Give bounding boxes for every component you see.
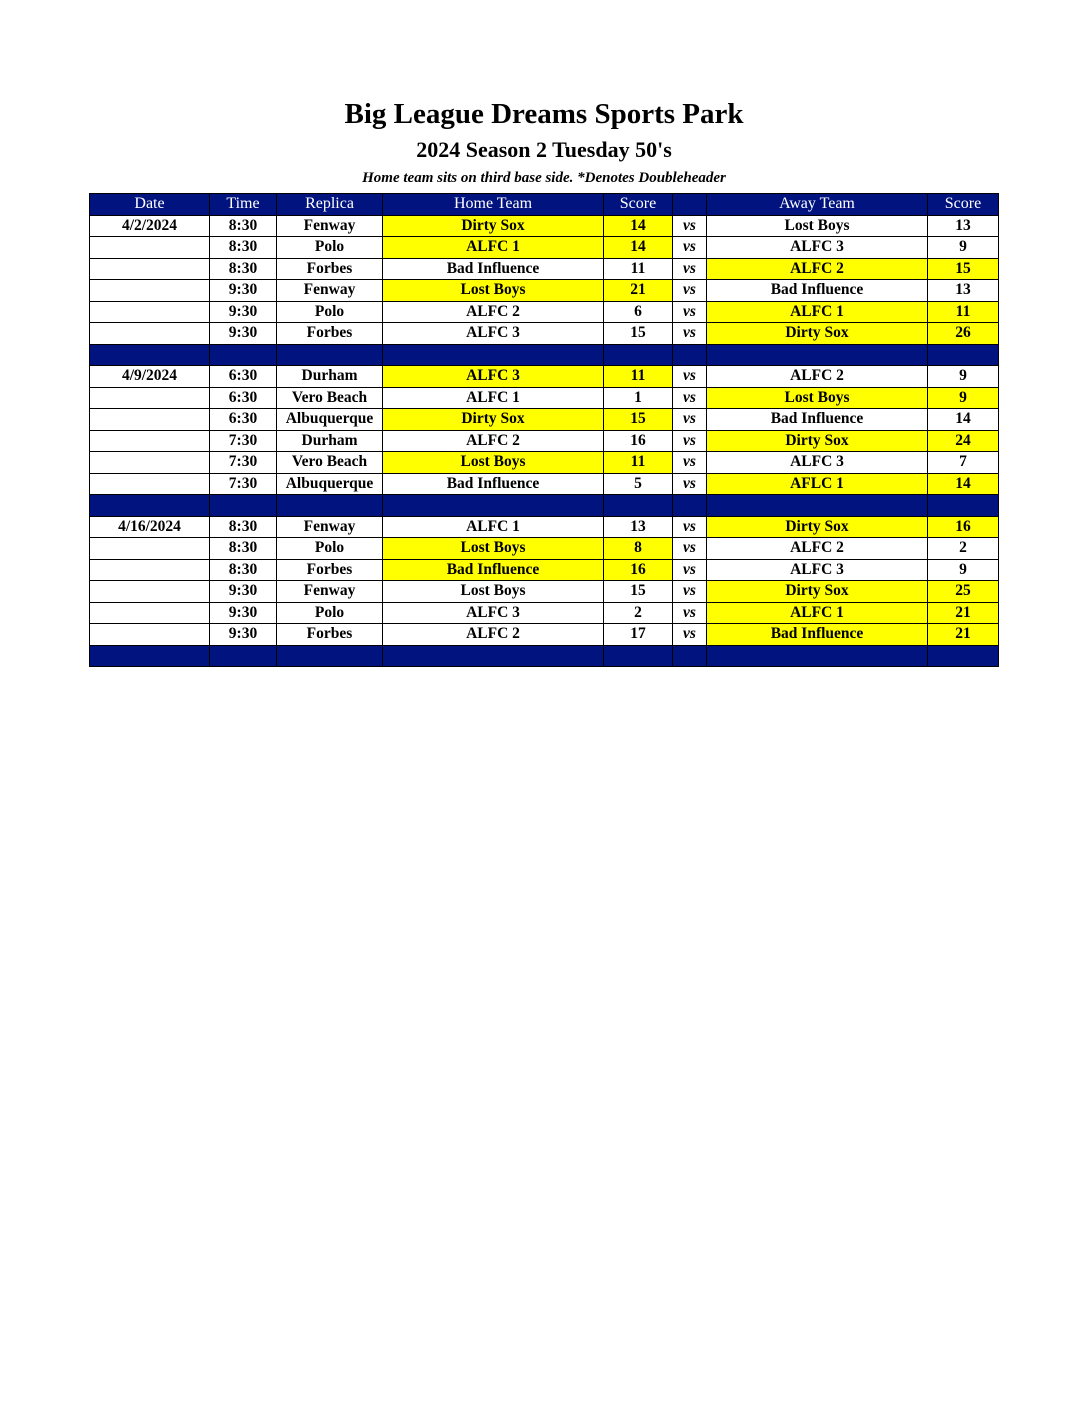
vs-cell: vs	[673, 366, 707, 388]
away-team-cell: ALFC 1	[707, 602, 928, 624]
away-team-cell: ALFC 3	[707, 559, 928, 581]
date-cell	[90, 280, 210, 302]
separator-cell	[383, 645, 604, 667]
time-cell: 8:30	[210, 215, 277, 237]
time-cell: 9:30	[210, 602, 277, 624]
away-team-cell: Dirty Sox	[707, 516, 928, 538]
home-score-cell: 5	[604, 473, 673, 495]
vs-cell: vs	[673, 258, 707, 280]
col-header-replica: Replica	[277, 194, 383, 216]
vs-cell: vs	[673, 473, 707, 495]
page-note: Home team sits on third base side. *Denotes Doubleheader	[362, 170, 726, 186]
separator-cell	[210, 645, 277, 667]
away-team-cell: Bad Influence	[707, 280, 928, 302]
table-row	[90, 581, 999, 603]
date-cell	[90, 538, 210, 560]
separator-cell	[928, 344, 999, 366]
home-score-cell: 11	[604, 258, 673, 280]
home-team-cell: ALFC 2	[383, 301, 604, 323]
date-cell	[90, 559, 210, 581]
table-row	[90, 387, 999, 409]
home-score-cell: 16	[604, 559, 673, 581]
date-cell	[90, 452, 210, 474]
date-cell	[90, 430, 210, 452]
table-row	[90, 301, 999, 323]
separator-cell	[90, 495, 210, 517]
replica-cell: Polo	[277, 602, 383, 624]
vs-cell: vs	[673, 215, 707, 237]
date-cell	[90, 237, 210, 259]
away-score-cell: 14	[928, 473, 999, 495]
vs-cell: vs	[673, 559, 707, 581]
away-score-cell: 13	[928, 215, 999, 237]
vs-cell: vs	[673, 301, 707, 323]
time-cell: 9:30	[210, 624, 277, 646]
replica-cell: Vero Beach	[277, 452, 383, 474]
table-row	[90, 624, 999, 646]
away-score-cell: 26	[928, 323, 999, 345]
away-score-cell: 25	[928, 581, 999, 603]
header-row	[90, 194, 999, 216]
vs-cell: vs	[673, 624, 707, 646]
home-score-cell: 1	[604, 387, 673, 409]
replica-cell: Fenway	[277, 215, 383, 237]
date-cell	[90, 602, 210, 624]
away-team-cell: Dirty Sox	[707, 323, 928, 345]
away-score-cell: 11	[928, 301, 999, 323]
week-separator-row	[90, 645, 999, 667]
away-team-cell: ALFC 3	[707, 452, 928, 474]
away-score-cell: 14	[928, 409, 999, 431]
away-score-cell: 7	[928, 452, 999, 474]
home-team-cell: ALFC 1	[383, 237, 604, 259]
home-team-cell: ALFC 3	[383, 323, 604, 345]
home-team-cell: ALFC 2	[383, 430, 604, 452]
separator-cell	[277, 495, 383, 517]
separator-cell	[210, 495, 277, 517]
time-cell: 7:30	[210, 430, 277, 452]
col-header-home-team: Home Team	[383, 194, 604, 216]
home-score-cell: 2	[604, 602, 673, 624]
home-team-cell: ALFC 1	[383, 387, 604, 409]
time-cell: 8:30	[210, 237, 277, 259]
vs-cell: vs	[673, 323, 707, 345]
time-cell: 8:30	[210, 516, 277, 538]
date-cell	[90, 387, 210, 409]
date-cell	[90, 473, 210, 495]
home-score-cell: 8	[604, 538, 673, 560]
away-team-cell: Lost Boys	[707, 387, 928, 409]
week-separator-row	[90, 344, 999, 366]
time-cell: 9:30	[210, 301, 277, 323]
home-team-cell: ALFC 1	[383, 516, 604, 538]
home-score-cell: 17	[604, 624, 673, 646]
table-row	[90, 602, 999, 624]
home-team-cell: ALFC 3	[383, 602, 604, 624]
week-separator-row	[90, 495, 999, 517]
away-score-cell: 21	[928, 624, 999, 646]
vs-cell: vs	[673, 452, 707, 474]
separator-cell	[383, 344, 604, 366]
separator-cell	[673, 344, 707, 366]
home-score-cell: 16	[604, 430, 673, 452]
table-row	[90, 237, 999, 259]
col-header-away-team: Away Team	[707, 194, 928, 216]
away-score-cell: 16	[928, 516, 999, 538]
home-team-cell: Lost Boys	[383, 581, 604, 603]
replica-cell: Forbes	[277, 323, 383, 345]
home-score-cell: 6	[604, 301, 673, 323]
home-team-cell: Lost Boys	[383, 280, 604, 302]
separator-cell	[673, 645, 707, 667]
separator-cell	[707, 645, 928, 667]
away-team-cell: ALFC 2	[707, 366, 928, 388]
home-team-cell: Dirty Sox	[383, 215, 604, 237]
vs-cell: vs	[673, 516, 707, 538]
page-title: Big League Dreams Sports Park	[344, 98, 744, 130]
replica-cell: Forbes	[277, 258, 383, 280]
home-score-cell: 15	[604, 581, 673, 603]
date-cell	[90, 624, 210, 646]
away-score-cell: 24	[928, 430, 999, 452]
replica-cell: Polo	[277, 237, 383, 259]
separator-cell	[210, 344, 277, 366]
away-score-cell: 21	[928, 602, 999, 624]
time-cell: 9:30	[210, 323, 277, 345]
col-header-away-score: Score	[928, 194, 999, 216]
away-score-cell: 9	[928, 366, 999, 388]
vs-cell: vs	[673, 409, 707, 431]
time-cell: 6:30	[210, 387, 277, 409]
home-score-cell: 15	[604, 323, 673, 345]
replica-cell: Fenway	[277, 516, 383, 538]
home-score-cell: 21	[604, 280, 673, 302]
home-score-cell: 15	[604, 409, 673, 431]
vs-cell: vs	[673, 280, 707, 302]
vs-cell: vs	[673, 602, 707, 624]
time-cell: 7:30	[210, 452, 277, 474]
separator-cell	[90, 344, 210, 366]
replica-cell: Albuquerque	[277, 473, 383, 495]
date-cell	[90, 258, 210, 280]
separator-cell	[277, 645, 383, 667]
vs-cell: vs	[673, 538, 707, 560]
date-cell: 4/16/2024	[90, 516, 210, 538]
away-score-cell: 9	[928, 237, 999, 259]
col-header-time: Time	[210, 194, 277, 216]
away-team-cell: AFLC 1	[707, 473, 928, 495]
replica-cell: Forbes	[277, 624, 383, 646]
away-score-cell: 9	[928, 387, 999, 409]
time-cell: 8:30	[210, 538, 277, 560]
separator-cell	[928, 495, 999, 517]
replica-cell: Durham	[277, 366, 383, 388]
home-score-cell: 13	[604, 516, 673, 538]
date-cell	[90, 409, 210, 431]
away-score-cell: 2	[928, 538, 999, 560]
vs-cell: vs	[673, 581, 707, 603]
home-team-cell: Bad Influence	[383, 473, 604, 495]
home-score-cell: 11	[604, 366, 673, 388]
home-team-cell: ALFC 2	[383, 624, 604, 646]
home-score-cell: 11	[604, 452, 673, 474]
away-score-cell: 15	[928, 258, 999, 280]
col-header-vs	[673, 194, 707, 216]
home-team-cell: ALFC 3	[383, 366, 604, 388]
col-header-home-score: Score	[604, 194, 673, 216]
away-team-cell: ALFC 2	[707, 258, 928, 280]
table-row	[90, 559, 999, 581]
away-team-cell: Bad Influence	[707, 624, 928, 646]
replica-cell: Forbes	[277, 559, 383, 581]
time-cell: 7:30	[210, 473, 277, 495]
home-team-cell: Lost Boys	[383, 538, 604, 560]
col-header-date: Date	[90, 194, 210, 216]
home-team-cell: Lost Boys	[383, 452, 604, 474]
vs-cell: vs	[673, 237, 707, 259]
separator-cell	[673, 495, 707, 517]
home-score-cell: 14	[604, 237, 673, 259]
date-cell	[90, 581, 210, 603]
table-row	[90, 366, 999, 388]
table-row	[90, 409, 999, 431]
home-team-cell: Dirty Sox	[383, 409, 604, 431]
separator-cell	[277, 344, 383, 366]
table-row	[90, 280, 999, 302]
away-team-cell: Dirty Sox	[707, 430, 928, 452]
replica-cell: Durham	[277, 430, 383, 452]
table-row	[90, 323, 999, 345]
date-cell: 4/9/2024	[90, 366, 210, 388]
time-cell: 6:30	[210, 366, 277, 388]
table-row	[90, 538, 999, 560]
replica-cell: Vero Beach	[277, 387, 383, 409]
separator-cell	[604, 495, 673, 517]
away-team-cell: Bad Influence	[707, 409, 928, 431]
page-subtitle: 2024 Season 2 Tuesday 50's	[416, 137, 672, 162]
replica-cell: Albuquerque	[277, 409, 383, 431]
table-row	[90, 473, 999, 495]
table-row	[90, 452, 999, 474]
away-team-cell: ALFC 2	[707, 538, 928, 560]
away-team-cell: ALFC 1	[707, 301, 928, 323]
date-cell	[90, 323, 210, 345]
home-score-cell: 14	[604, 215, 673, 237]
separator-cell	[383, 495, 604, 517]
schedule-table	[89, 193, 999, 667]
table-row	[90, 258, 999, 280]
vs-cell: vs	[673, 387, 707, 409]
table-row	[90, 215, 999, 237]
separator-cell	[90, 645, 210, 667]
separator-cell	[604, 645, 673, 667]
replica-cell: Polo	[277, 301, 383, 323]
time-cell: 8:30	[210, 258, 277, 280]
time-cell: 8:30	[210, 559, 277, 581]
away-score-cell: 9	[928, 559, 999, 581]
away-team-cell: ALFC 3	[707, 237, 928, 259]
home-team-cell: Bad Influence	[383, 559, 604, 581]
separator-cell	[604, 344, 673, 366]
separator-cell	[707, 495, 928, 517]
separator-cell	[707, 344, 928, 366]
replica-cell: Polo	[277, 538, 383, 560]
schedule-body	[90, 215, 999, 667]
vs-cell: vs	[673, 430, 707, 452]
home-team-cell: Bad Influence	[383, 258, 604, 280]
date-cell	[90, 301, 210, 323]
separator-cell	[928, 645, 999, 667]
table-row	[90, 430, 999, 452]
date-cell: 4/2/2024	[90, 215, 210, 237]
away-team-cell: Dirty Sox	[707, 581, 928, 603]
replica-cell: Fenway	[277, 280, 383, 302]
away-team-cell: Lost Boys	[707, 215, 928, 237]
time-cell: 9:30	[210, 581, 277, 603]
time-cell: 6:30	[210, 409, 277, 431]
away-score-cell: 13	[928, 280, 999, 302]
table-row	[90, 516, 999, 538]
time-cell: 9:30	[210, 280, 277, 302]
replica-cell: Fenway	[277, 581, 383, 603]
